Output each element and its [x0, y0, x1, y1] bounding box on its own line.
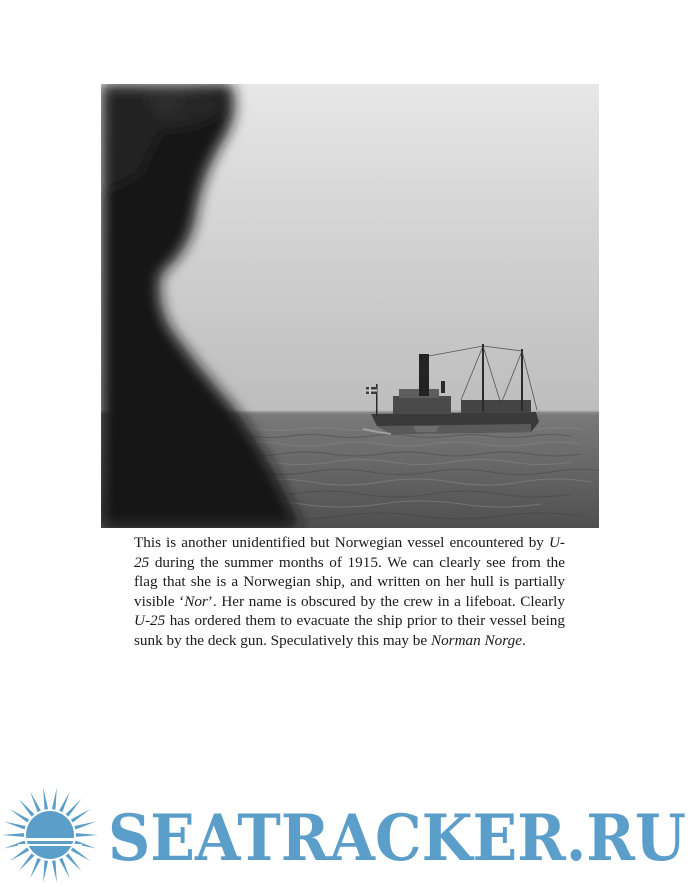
- sun-ray: [43, 860, 48, 882]
- caption-hull-text: Nor: [184, 592, 208, 610]
- caption-uboat-name: U-25: [134, 534, 565, 571]
- sun-ray: [52, 860, 57, 882]
- sun-ray: [52, 787, 57, 809]
- sun-ray: [19, 853, 35, 871]
- sun-ray: [76, 833, 98, 837]
- sun-ray: [59, 858, 70, 879]
- steamship-photo: [101, 84, 599, 528]
- caption-text: This is another unidentified but Norwegian vessel encountered by: [134, 534, 549, 551]
- caption-text: .: [521, 631, 526, 649]
- watermark-text: SEATRACKER.RU: [108, 801, 686, 876]
- sun-ray: [71, 809, 91, 822]
- sun-ray: [59, 791, 70, 812]
- caption-uboat-name: U-25: [134, 612, 166, 629]
- sun-ray: [30, 791, 41, 812]
- sun-ray: [19, 799, 35, 817]
- seatracker-watermark: [0, 780, 698, 887]
- caption-ship-name: Norman Norge: [430, 631, 522, 649]
- sun-ray: [71, 847, 91, 860]
- caption-text: during the summer months of 1915. We can clearly see from the flag that she is a Norwegian ship, and written on her hull is partially visible ‘: [134, 553, 565, 610]
- sun-ray: [66, 853, 82, 871]
- photo-caption: [134, 533, 565, 650]
- sun-ray: [10, 809, 30, 822]
- sun-ray: [2, 833, 24, 837]
- sun-icon: [2, 787, 98, 882]
- caption-text: has ordered them to evacuate the ship prior to their vessel being sunk by the deck gun. Speculatively this may be: [134, 612, 565, 649]
- sun-ray: [66, 799, 82, 817]
- sun-ray: [4, 821, 26, 829]
- sun-ray: [30, 858, 41, 879]
- sun-ray: [10, 847, 30, 860]
- caption-text: ’. Her name is obscured by the crew in a lifeboat. Clearly: [207, 592, 566, 610]
- sun-ray: [74, 821, 96, 829]
- sun-ray: [43, 787, 48, 809]
